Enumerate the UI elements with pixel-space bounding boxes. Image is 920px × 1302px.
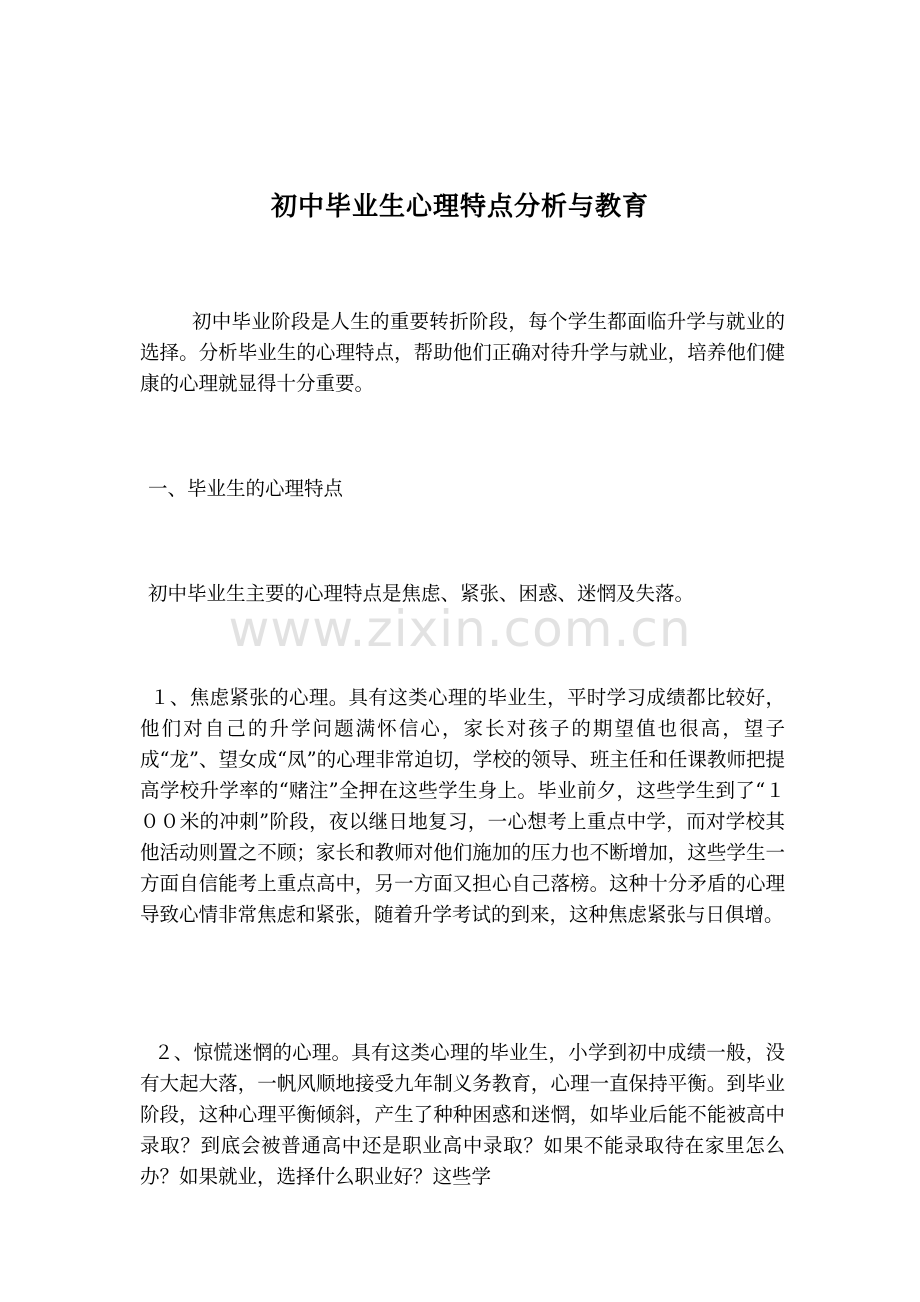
item-paragraph-confusion: ２、惊慌迷惘的心理。具有这类心理的毕业生，小学到初中成绩一般，没有大起大落，一帆风顺地接受九年制义务教育，心理一直保持平衡。到毕业阶段，这种心理平衡倾斜，产生了种种困惑和迷惘，如毕业后能不能被高中录取？到底会被普通高中还是职业高中录取？如果不能录取待在家里怎么办？如果就业，选择什么职业好？这些学 — [140, 1041, 785, 1188]
document-title: 初中毕业生心理特点分析与教育 — [270, 192, 649, 222]
item-paragraph-anxiety: １、焦虑紧张的心理。具有这类心理的毕业生，平时学习成绩都比较好，他们对自己的升学问题满怀信心，家长对孩子的期望值也很高，望子成“龙”、望女成“凤”的心理非常迫切，学校的领导、班主任和任课教师把提高学校升学率的“赌注”全押在这些学生身上。毕业前夕，这些学生到了“１００米的冲刺”阶段，夜以继日地复习，一心想考上重点中学，而对学校其他活动则置之不顾；家长和教师对他们施加的压力也不断增加，这些学生一方面自信能考上重点高中，另一方面又担心自己落榜。这种十分矛盾的心理导致心情非常焦虑和紧张，随着升学考试的到来，这种焦虑紧张与日俱增。 — [140, 686, 785, 926]
intro-paragraph: 初中毕业阶段是人生的重要转折阶段，每个学生都面临升学与就业的选择。分析毕业生的心理特点，帮助他们正确对待升学与就业，培养他们健康的心理就显得十分重要。 — [140, 310, 785, 395]
section-heading: 一、毕业生的心理特点 — [148, 477, 344, 500]
section-summary-paragraph: 初中毕业生主要的心理特点是焦虑、紧张、困惑、迷惘及失落。 — [148, 582, 695, 605]
watermark: www.zixin.com.cn — [228, 600, 692, 658]
